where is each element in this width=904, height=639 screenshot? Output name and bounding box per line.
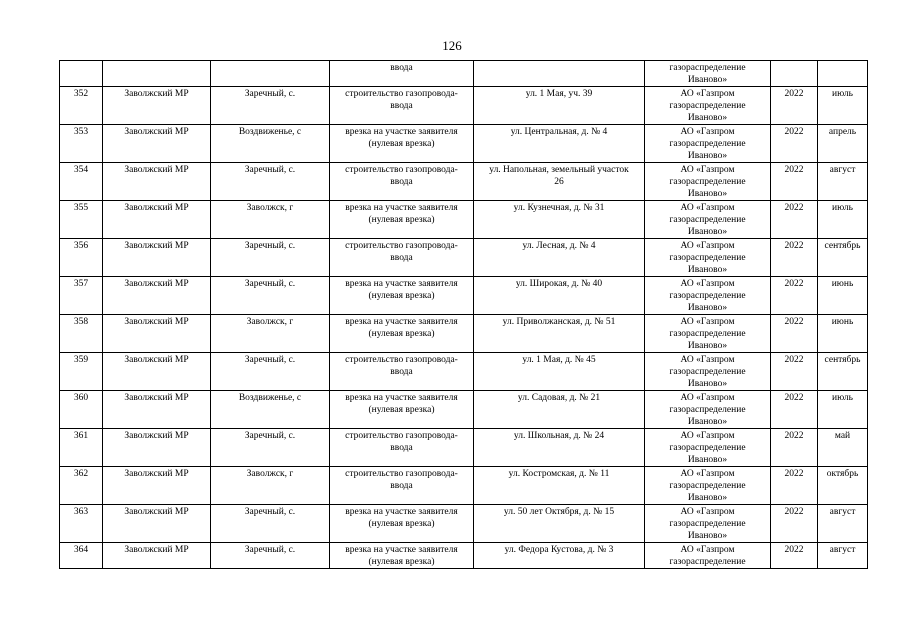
table-row [60, 87, 868, 125]
cell-work: врезка на участке заявителя (нулевая врезка) [330, 543, 474, 569]
cell-org: АО «Газпром газораспределение Иваново» [645, 429, 771, 467]
cell-district: Заволжский МР [103, 467, 211, 505]
page-number: 126 [442, 38, 462, 53]
cell-num: 364 [60, 543, 103, 569]
table-row [60, 391, 868, 429]
cell-num: 353 [60, 125, 103, 163]
cell-month [818, 61, 868, 87]
cell-num: 360 [60, 391, 103, 429]
table-row [60, 315, 868, 353]
cell-locality: Заволжск, г [211, 201, 330, 239]
cell-org: АО «Газпром газораспределение Иваново» [645, 87, 771, 125]
cell-org: газораспределение Иваново» [645, 61, 771, 87]
cell-org: АО «Газпром газораспределение Иваново» [645, 163, 771, 201]
table-row [60, 239, 868, 277]
cell-month: август [818, 505, 868, 543]
table-row [60, 277, 868, 315]
cell-work: ввода [330, 61, 474, 87]
cell-year: 2022 [771, 543, 818, 569]
cell-work: строительство газопровода- ввода [330, 353, 474, 391]
cell-month: август [818, 163, 868, 201]
cell-year: 2022 [771, 505, 818, 543]
cell-year: 2022 [771, 239, 818, 277]
cell-address: ул. Центральная, д. № 4 [474, 125, 645, 163]
cell-num: 354 [60, 163, 103, 201]
table-body [60, 61, 868, 569]
cell-locality: Заволжск, г [211, 315, 330, 353]
cell-year: 2022 [771, 315, 818, 353]
cell-district: Заволжский МР [103, 543, 211, 569]
table-row [60, 353, 868, 391]
cell-address: ул. 1 Мая, д. № 45 [474, 353, 645, 391]
cell-locality: Заволжск, г [211, 467, 330, 505]
cell-month: сентябрь [818, 239, 868, 277]
cell-work: врезка на участке заявителя (нулевая врезка) [330, 505, 474, 543]
cell-district: Заволжский МР [103, 87, 211, 125]
cell-month: май [818, 429, 868, 467]
cell-locality: Заречный, с. [211, 163, 330, 201]
cell-year: 2022 [771, 277, 818, 315]
table-row-continued [60, 61, 868, 87]
cell-work: врезка на участке заявителя (нулевая врезка) [330, 201, 474, 239]
cell-org: АО «Газпром газораспределение Иваново» [645, 505, 771, 543]
cell-year: 2022 [771, 125, 818, 163]
cell-year [771, 61, 818, 87]
cell-num: 359 [60, 353, 103, 391]
cell-org: АО «Газпром газораспределение Иваново» [645, 277, 771, 315]
cell-year: 2022 [771, 467, 818, 505]
cell-num: 356 [60, 239, 103, 277]
cell-num: 363 [60, 505, 103, 543]
cell-num [60, 61, 103, 87]
cell-work: строительство газопровода- ввода [330, 429, 474, 467]
cell-district [103, 61, 211, 87]
cell-district: Заволжский МР [103, 505, 211, 543]
cell-num: 361 [60, 429, 103, 467]
cell-address: ул. Школьная, д. № 24 [474, 429, 645, 467]
cell-work: строительство газопровода- ввода [330, 163, 474, 201]
cell-address: ул. 1 Мая, уч. 39 [474, 87, 645, 125]
cell-address: ул. Приволжанская, д. № 51 [474, 315, 645, 353]
cell-num: 355 [60, 201, 103, 239]
cell-locality: Воздвиженье, с [211, 391, 330, 429]
cell-num: 358 [60, 315, 103, 353]
cell-district: Заволжский МР [103, 277, 211, 315]
cell-district: Заволжский МР [103, 429, 211, 467]
table-row [60, 125, 868, 163]
cell-address: ул. Кузнечная, д. № 31 [474, 201, 645, 239]
cell-month: август [818, 543, 868, 569]
cell-work: врезка на участке заявителя (нулевая врезка) [330, 391, 474, 429]
cell-address: ул. Напольная, земельный участок 26 [474, 163, 645, 201]
table-row [60, 467, 868, 505]
cell-org: АО «Газпром газораспределение Иваново» [645, 467, 771, 505]
table-row [60, 201, 868, 239]
cell-work: строительство газопровода- ввода [330, 467, 474, 505]
cell-locality: Заречный, с. [211, 543, 330, 569]
gasification-table [59, 60, 868, 569]
cell-year: 2022 [771, 163, 818, 201]
cell-locality: Заречный, с. [211, 87, 330, 125]
cell-work: врезка на участке заявителя (нулевая врезка) [330, 277, 474, 315]
table-row [60, 505, 868, 543]
cell-address [474, 61, 645, 87]
cell-address: ул. Федора Кустова, д. № 3 [474, 543, 645, 569]
cell-work: врезка на участке заявителя (нулевая врезка) [330, 315, 474, 353]
cell-org: АО «Газпром газораспределение Иваново» [645, 239, 771, 277]
cell-locality: Заречный, с. [211, 429, 330, 467]
cell-locality: Заречный, с. [211, 239, 330, 277]
cell-month: сентябрь [818, 353, 868, 391]
cell-address: ул. Садовая, д. № 21 [474, 391, 645, 429]
table-row [60, 543, 868, 569]
cell-month: апрель [818, 125, 868, 163]
cell-month: июль [818, 201, 868, 239]
cell-address: ул. Широкая, д. № 40 [474, 277, 645, 315]
table-row [60, 429, 868, 467]
cell-work: строительство газопровода- ввода [330, 87, 474, 125]
table-row [60, 163, 868, 201]
cell-district: Заволжский МР [103, 163, 211, 201]
cell-year: 2022 [771, 201, 818, 239]
cell-district: Заволжский МР [103, 239, 211, 277]
cell-locality: Заречный, с. [211, 277, 330, 315]
cell-org: АО «Газпром газораспределение Иваново» [645, 391, 771, 429]
cell-org: АО «Газпром газораспределение Иваново» [645, 353, 771, 391]
cell-address: ул. Лесная, д. № 4 [474, 239, 645, 277]
cell-district: Заволжский МР [103, 315, 211, 353]
cell-num: 357 [60, 277, 103, 315]
cell-year: 2022 [771, 391, 818, 429]
cell-month: июль [818, 391, 868, 429]
cell-month: июль [818, 87, 868, 125]
cell-num: 362 [60, 467, 103, 505]
cell-district: Заволжский МР [103, 391, 211, 429]
cell-address: ул. 50 лет Октября, д. № 15 [474, 505, 645, 543]
cell-month: июнь [818, 315, 868, 353]
cell-district: Заволжский МР [103, 201, 211, 239]
cell-org: АО «Газпром газораспределение Иваново» [645, 125, 771, 163]
cell-work: врезка на участке заявителя (нулевая врезка) [330, 125, 474, 163]
cell-locality [211, 61, 330, 87]
cell-month: октябрь [818, 467, 868, 505]
cell-year: 2022 [771, 353, 818, 391]
cell-year: 2022 [771, 429, 818, 467]
cell-org: АО «Газпром газораспределение Иваново» [645, 201, 771, 239]
cell-address: ул. Костромская, д. № 11 [474, 467, 645, 505]
cell-locality: Воздвиженье, с [211, 125, 330, 163]
cell-org: АО «Газпром газораспределение [645, 543, 771, 569]
cell-district: Заволжский МР [103, 353, 211, 391]
cell-district: Заволжский МР [103, 125, 211, 163]
cell-locality: Заречный, с. [211, 505, 330, 543]
cell-work: строительство газопровода- ввода [330, 239, 474, 277]
cell-org: АО «Газпром газораспределение Иваново» [645, 315, 771, 353]
cell-year: 2022 [771, 87, 818, 125]
cell-locality: Заречный, с. [211, 353, 330, 391]
cell-month: июнь [818, 277, 868, 315]
cell-num: 352 [60, 87, 103, 125]
